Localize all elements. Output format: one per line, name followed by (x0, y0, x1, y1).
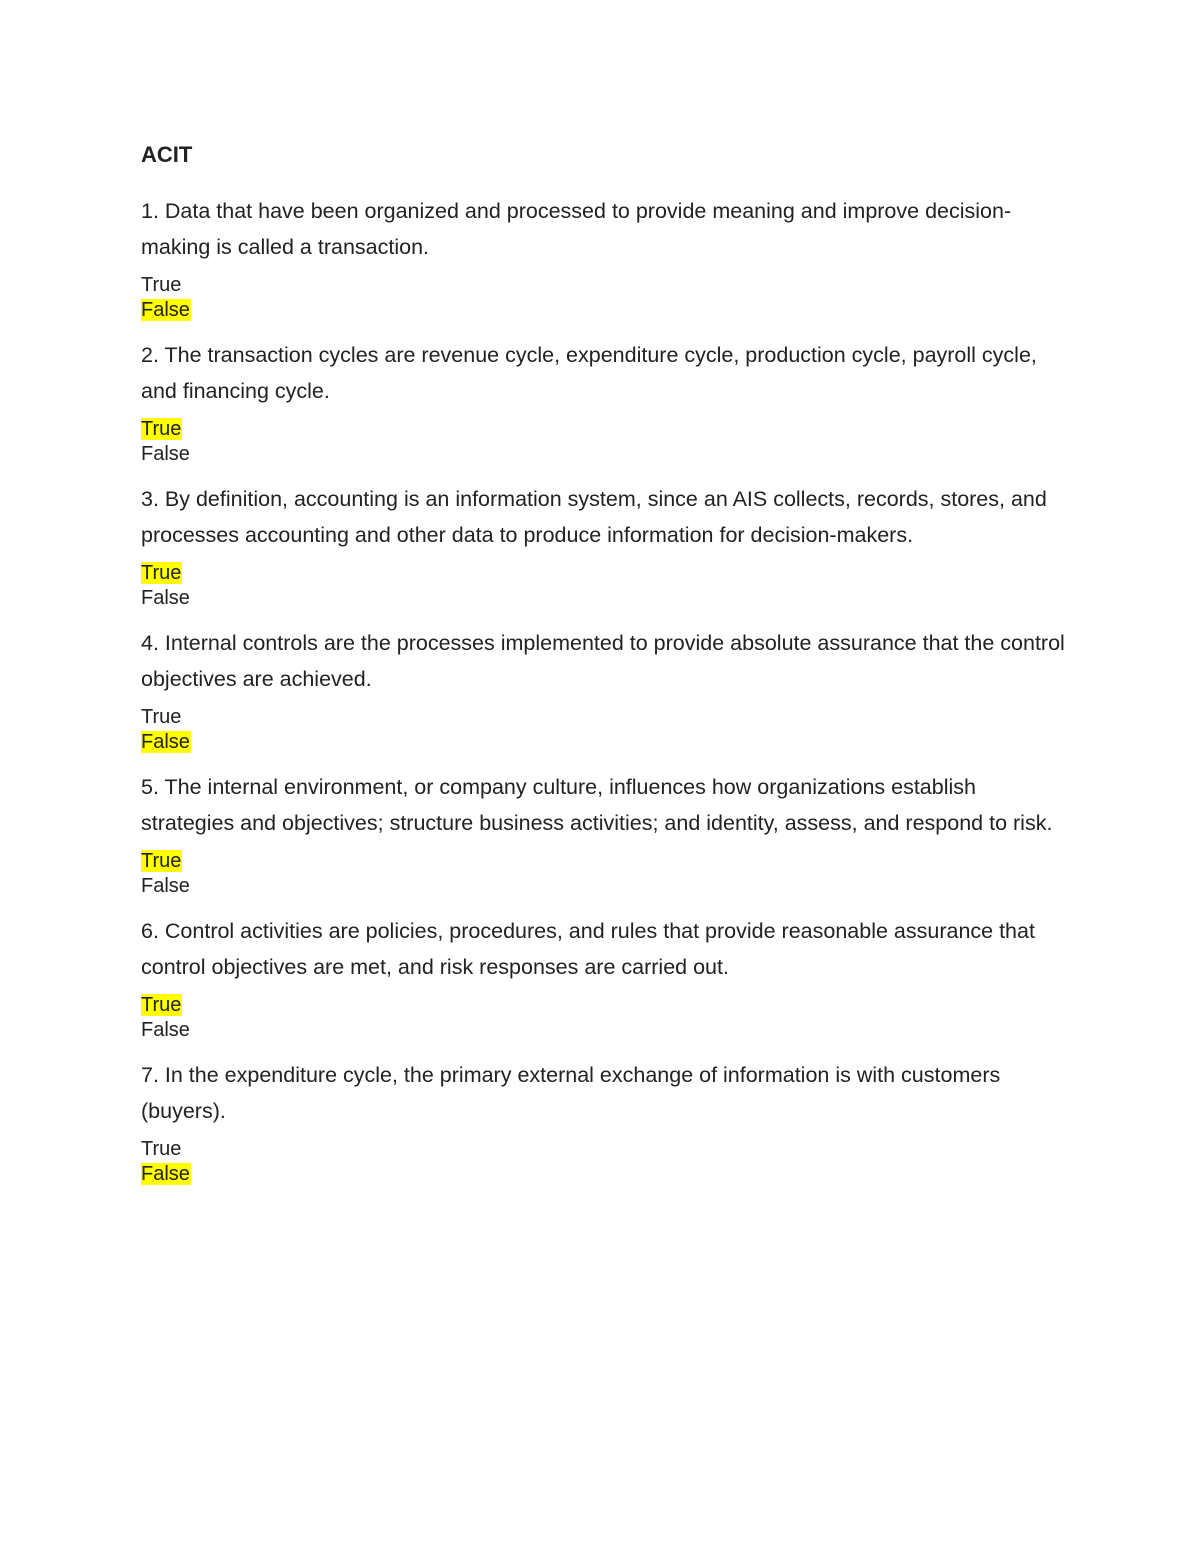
option-true: True (141, 274, 182, 296)
answer-options (141, 561, 1070, 610)
option-false-highlighted: False (141, 1162, 190, 1185)
question-3 (141, 482, 1070, 610)
answer-options (141, 417, 1070, 466)
option-false-highlighted: False (141, 730, 190, 753)
answer-options (141, 849, 1070, 898)
option-true-highlighted: True (141, 418, 182, 440)
option-false: False (141, 586, 190, 609)
option-false: False (141, 874, 190, 897)
question-text: 6. Control activities are policies, procedures, and rules that provide reasonable assurance that control objectives are met, and risk responses are carried out. (141, 919, 1035, 979)
option-true: True (141, 1138, 182, 1160)
question-text: 4. Internal controls are the processes implemented to provide absolute assurance that the control objectives are achieved. (141, 631, 1065, 691)
question-text: 1. Data that have been organized and processed to provide meaning and improve decision-making is called a transaction. (141, 199, 1012, 259)
option-false: False (141, 1018, 190, 1041)
option-true-highlighted: True (141, 994, 182, 1016)
option-true-highlighted: True (141, 850, 182, 872)
question-2 (141, 338, 1070, 466)
question-7 (141, 1058, 1070, 1186)
option-true: True (141, 706, 182, 728)
option-false: False (141, 442, 190, 465)
question-5 (141, 770, 1070, 898)
answer-options (141, 705, 1070, 754)
question-text: 3. By definition, accounting is an information system, since an AIS collects, records, stores, and processes accounting and other data to produce information for decision-makers. (141, 487, 1047, 547)
answer-options (141, 1137, 1070, 1186)
question-4 (141, 626, 1070, 754)
option-false-highlighted: False (141, 298, 190, 321)
answer-options (141, 993, 1070, 1042)
question-6 (141, 914, 1070, 1042)
document-title: ACIT (141, 142, 193, 167)
option-true-highlighted: True (141, 562, 182, 584)
question-text: 2. The transaction cycles are revenue cycle, expenditure cycle, production cycle, payroll cycle, and financing cycle. (141, 343, 1037, 403)
question-text: 7. In the expenditure cycle, the primary external exchange of information is with customers (buyers). (141, 1063, 1001, 1123)
answer-options (141, 273, 1070, 322)
question-text: 5. The internal environment, or company culture, influences how organizations establish strategies and objectives; structure business activities; and identity, assess, and respond to risk. (141, 775, 1053, 835)
question-1 (141, 194, 1070, 322)
